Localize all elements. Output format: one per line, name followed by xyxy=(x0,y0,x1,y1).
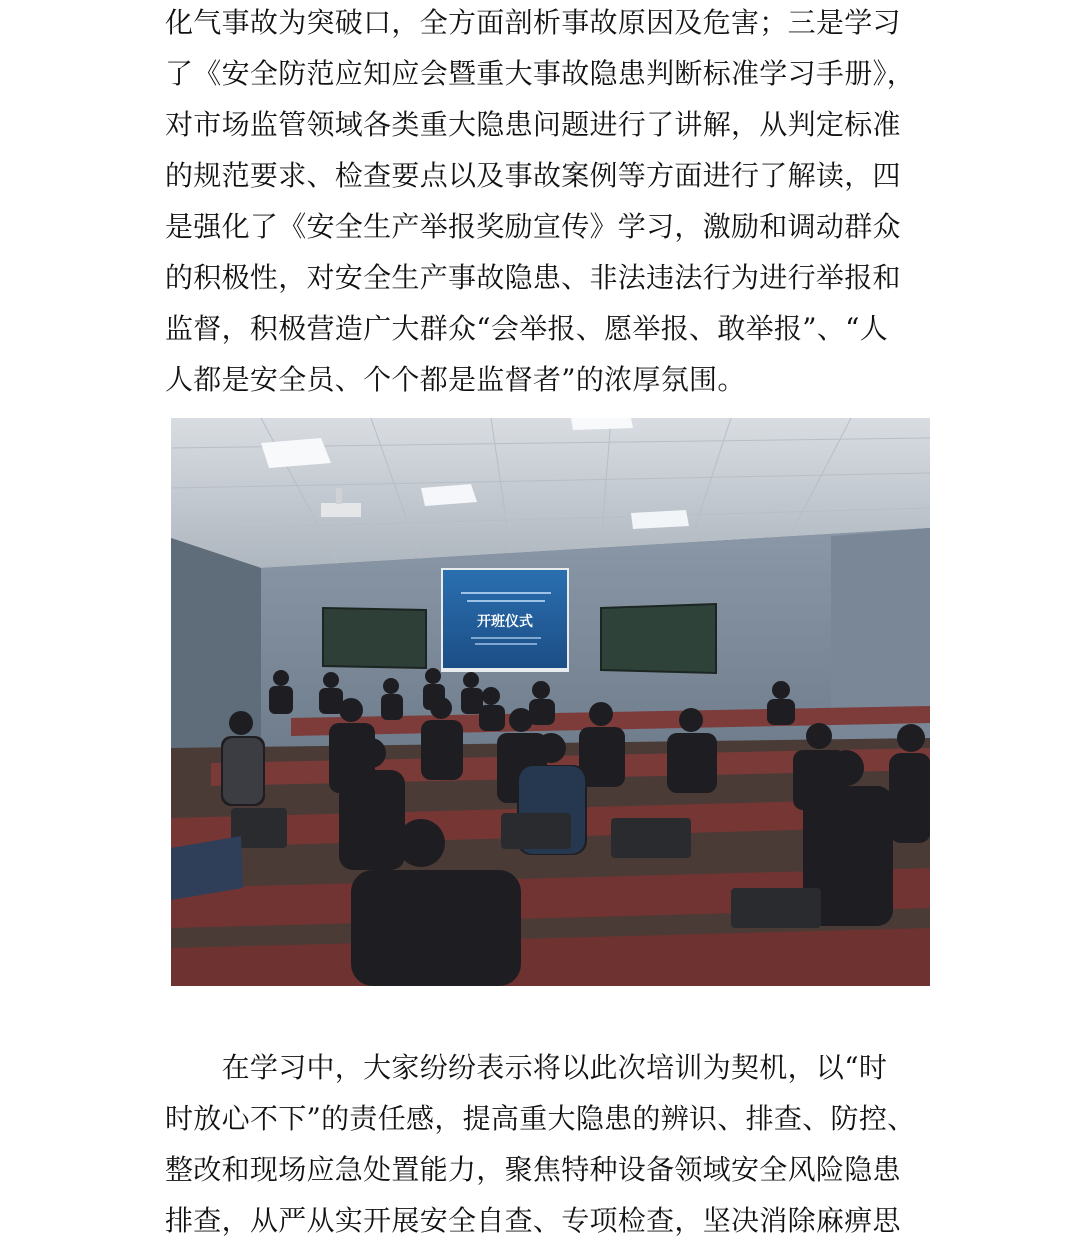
text-line: 人都是安全员、个个都是监督者”的浓厚氛围。 xyxy=(165,363,746,396)
text-line: 的积极性，对安全生产事故隐患、非法违法行为进行举报和 xyxy=(165,261,901,294)
training-photo xyxy=(171,418,930,986)
text-line: 在学习中，大家纷纷表示将以此次培训为契机，以“时 xyxy=(165,1051,888,1084)
text-line: 对市场监管领域各类重大隐患问题进行了讲解，从判定标准 xyxy=(165,108,901,141)
text-line: 了《安全防范应知应会暨重大事故隐患判断标准学习手册》， xyxy=(165,57,916,90)
text-line: 排查，从严从实开展安全自查、专项检查，坚决消除麻痹思 xyxy=(165,1204,901,1237)
text-line: 的规范要求、检查要点以及事故案例等方面进行了解读，四 xyxy=(165,159,901,192)
classroom-illustration xyxy=(171,418,930,986)
text-line: 化气事故为突破口，全方面剖析事故原因及危害；三是学习 xyxy=(165,6,901,39)
paragraph-top xyxy=(165,0,925,405)
text-line: 整改和现场应急处置能力，聚焦特种设备领域安全风险隐患 xyxy=(165,1153,901,1186)
paragraph-bottom xyxy=(165,1042,925,1246)
text-line: 是强化了《安全生产举报奖励宣传》学习，激励和调动群众 xyxy=(165,210,901,243)
text-line: 监督，积极营造广大群众“会举报、愿举报、敢举报”、“人 xyxy=(165,312,889,345)
screen-title: 开班仪式 xyxy=(477,614,533,630)
text-line: 时放心不下”的责任感，提高重大隐患的辨识、排查、防控、 xyxy=(165,1102,916,1135)
